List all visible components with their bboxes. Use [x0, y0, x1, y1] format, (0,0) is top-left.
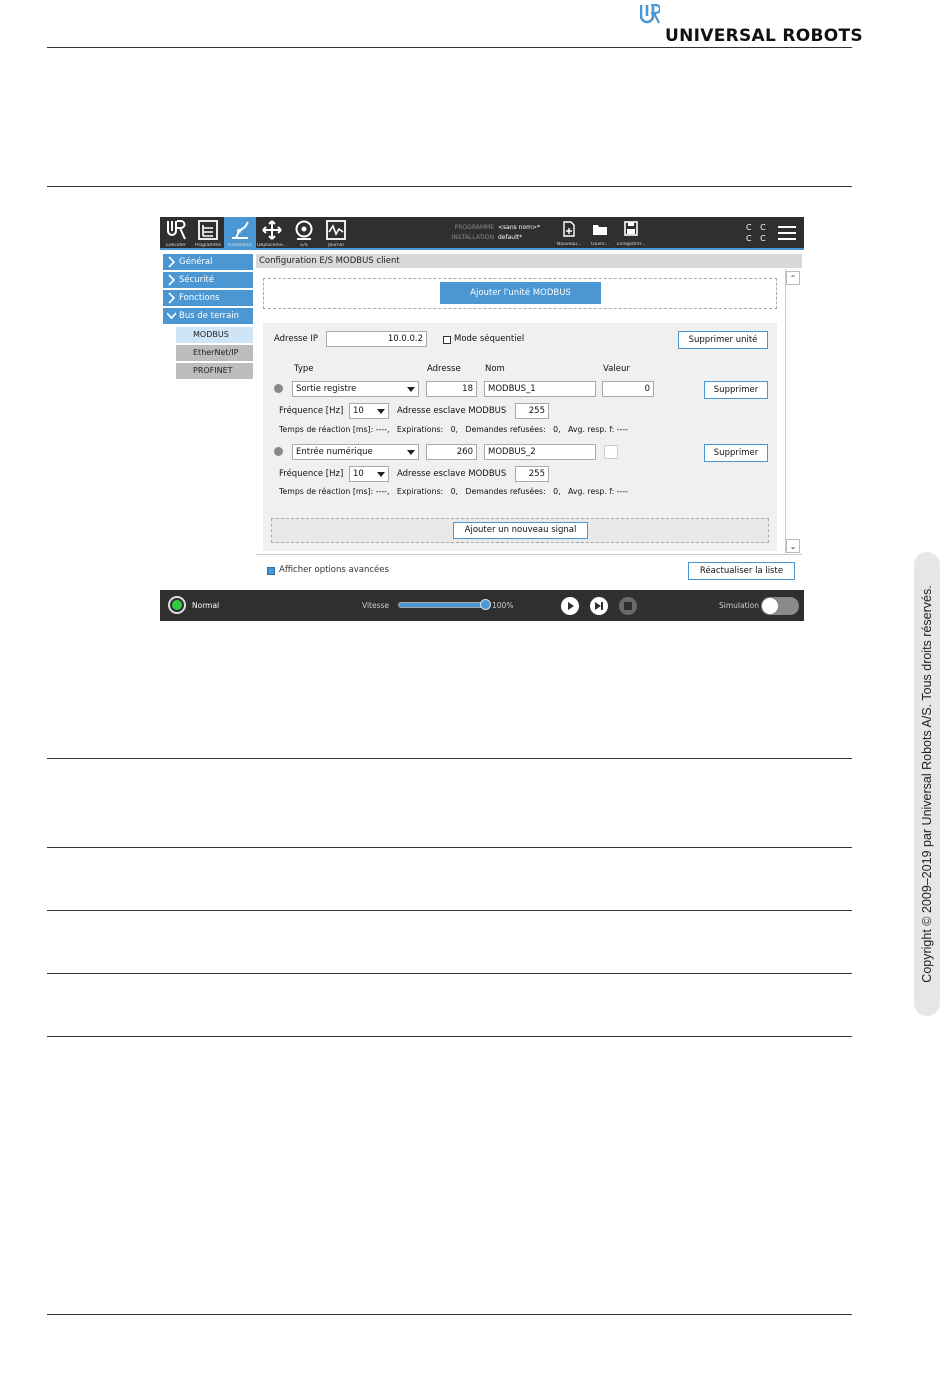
cc-row: C C	[746, 234, 769, 243]
signal-name-field[interactable]: MODBUS_1	[484, 381, 596, 397]
io-icon	[293, 220, 315, 240]
step-button[interactable]	[590, 597, 608, 615]
frequency-select[interactable]	[349, 403, 389, 419]
sequential-mode-label: Mode séquentiel	[454, 334, 525, 344]
installation-value: default*	[498, 234, 523, 241]
frequency-label: Fréquence [Hz]	[279, 469, 344, 479]
divider	[47, 910, 852, 911]
divider	[47, 47, 852, 48]
chevron-down-icon	[167, 308, 176, 324]
new-file-icon	[562, 221, 576, 237]
signal-address-field[interactable]: 18	[426, 381, 477, 397]
scroll-down-icon[interactable]: ⌄	[786, 539, 800, 553]
scroll-up-icon[interactable]: ⌃	[786, 271, 800, 285]
nav-io[interactable]	[288, 217, 320, 250]
run-icon	[165, 220, 187, 240]
chevron-right-icon	[167, 272, 176, 288]
nav-label: Journal	[328, 243, 344, 248]
active-underline	[160, 248, 804, 250]
dropdown-arrow-icon	[377, 472, 385, 477]
hamburger-menu-icon[interactable]	[778, 225, 796, 241]
sidebar-subitem-label: EtherNet/IP	[193, 348, 239, 357]
sidebar-subitem-ethernetip[interactable]	[176, 345, 253, 361]
scrollbar[interactable]	[785, 269, 800, 553]
signal-stats: Temps de réaction [ms]: ----, Expirations: 0, Demandes refusées: 0, Avg. resp. f: ----	[279, 425, 629, 434]
dropdown-arrow-icon	[407, 450, 415, 455]
slave-address-field[interactable]: 255	[515, 403, 549, 419]
frequency-value: 10	[353, 469, 364, 479]
nav-move[interactable]	[256, 217, 288, 250]
frequency-value: 10	[353, 406, 364, 416]
cc-row: C C	[746, 223, 769, 232]
copyright-text: Copyright © 2009–2019 par Universal Robots A/S. Tous droits réservés.	[920, 585, 934, 983]
play-button[interactable]	[561, 597, 579, 615]
nav-run[interactable]	[160, 217, 192, 250]
dropdown-arrow-icon	[407, 387, 415, 392]
speed-value: 100%	[492, 601, 514, 610]
ip-label: Adresse IP	[274, 334, 319, 344]
copyright-sidebar	[914, 552, 940, 1016]
slave-address-label: Adresse esclave MODBUS	[397, 406, 507, 416]
save-button[interactable]	[616, 221, 646, 248]
sidebar	[163, 254, 254, 588]
nav-label: Installation	[227, 243, 253, 248]
signal-status-indicator	[274, 384, 283, 393]
dropdown-arrow-icon	[377, 409, 385, 414]
open-folder-icon	[593, 221, 607, 237]
sidebar-item-label: Fonctions	[179, 293, 220, 303]
nav-label: Exécuter	[166, 243, 186, 248]
installation-icon	[229, 220, 251, 240]
sidebar-subitem-label: PROFINET	[193, 366, 233, 375]
sidebar-item-general[interactable]	[163, 254, 253, 271]
universal-robots-logo	[640, 4, 863, 46]
chevron-right-icon	[167, 254, 176, 270]
divider	[47, 758, 852, 759]
polyscope-screenshot	[160, 217, 804, 621]
log-icon	[325, 220, 347, 240]
signal-type-select[interactable]	[292, 381, 419, 397]
nav-label: Programme	[194, 243, 222, 248]
page-title: Configuration E/S MODBUS client	[256, 254, 802, 268]
ur-logo-icon	[640, 4, 660, 24]
divider	[47, 1036, 852, 1037]
simulation-toggle[interactable]	[761, 597, 799, 615]
program-label: PROGRAMME	[454, 224, 494, 231]
signal-address-field[interactable]: 260	[426, 444, 477, 460]
delete-signal-button[interactable]: Supprimer	[704, 381, 768, 399]
open-label: Ouvrir...	[591, 242, 609, 247]
signal-value-field[interactable]: 0	[602, 381, 654, 397]
signal-status-indicator	[274, 447, 283, 456]
top-bar	[160, 217, 804, 250]
divider	[47, 1314, 852, 1315]
speed-slider-handle[interactable]	[480, 599, 491, 610]
advanced-options-checkbox[interactable]	[267, 567, 275, 575]
column-header-value: Valeur	[603, 364, 630, 374]
step-icon	[590, 597, 608, 615]
slave-address-label: Adresse esclave MODBUS	[397, 469, 507, 479]
signal-type-select[interactable]	[292, 444, 419, 460]
delete-signal-button[interactable]: Supprimer	[704, 444, 768, 462]
nav-label: E/S	[300, 243, 308, 248]
program-value: <sans nom>*	[498, 224, 541, 231]
robot-status-label: Normal	[192, 601, 220, 610]
stop-icon	[619, 597, 637, 615]
robot-status-icon[interactable]	[168, 596, 186, 614]
slave-address-field[interactable]: 255	[515, 466, 549, 482]
divider	[47, 973, 852, 974]
sidebar-item-label: Sécurité	[179, 275, 215, 285]
signal-name-field[interactable]: MODBUS_2	[484, 444, 596, 460]
column-header-name: Nom	[485, 364, 505, 374]
advanced-options-label: Afficher options avancées	[279, 565, 389, 575]
nav-installation[interactable]	[224, 217, 256, 250]
save-label: Enregistrer...	[616, 242, 646, 247]
chevron-right-icon	[167, 290, 176, 306]
signal-type-value: Entrée numérique	[296, 447, 373, 457]
sidebar-item-fieldbus[interactable]	[163, 308, 253, 325]
add-modbus-unit-button[interactable]: Ajouter l'unité MODBUS	[440, 282, 601, 304]
signal-value-indicator	[604, 445, 618, 459]
frequency-select[interactable]	[349, 466, 389, 482]
open-button[interactable]	[585, 221, 615, 248]
signal-type-value: Sortie registre	[296, 384, 357, 394]
program-info	[430, 223, 540, 243]
sidebar-item-security[interactable]	[163, 272, 253, 289]
installation-label: INSTALLATION	[451, 234, 494, 241]
frequency-label: Fréquence [Hz]	[279, 406, 344, 416]
sidebar-subitem-profinet[interactable]	[176, 363, 253, 379]
divider	[47, 847, 852, 848]
modbus-unit-panel	[263, 323, 777, 551]
nav-program[interactable]	[192, 217, 224, 250]
refresh-list-button[interactable]: Réactualiser la liste	[688, 562, 795, 580]
content-panel	[256, 254, 802, 588]
move-icon	[261, 220, 283, 240]
add-signal-button[interactable]: Ajouter un nouveau signal	[453, 522, 588, 539]
speed-slider[interactable]	[398, 602, 486, 608]
new-label: Nouveau...	[556, 242, 582, 247]
signal-stats: Temps de réaction [ms]: ----, Expirations: 0, Demandes refusées: 0, Avg. resp. f: ----	[279, 487, 629, 496]
column-header-type: Type	[294, 364, 314, 374]
sidebar-subitem-modbus[interactable]	[176, 327, 253, 343]
simulation-label: Simulation	[719, 601, 759, 610]
save-icon	[624, 221, 638, 237]
sequential-mode-checkbox[interactable]	[443, 336, 451, 344]
nav-label: Déplaceme...	[257, 243, 287, 248]
divider	[47, 186, 852, 187]
play-icon	[561, 597, 579, 615]
cc-indicators[interactable]	[746, 222, 769, 244]
delete-unit-button[interactable]: Supprimer unité	[678, 331, 768, 349]
column-header-address: Adresse	[427, 364, 461, 374]
sidebar-subitem-label: MODBUS	[193, 330, 229, 339]
sidebar-item-label: Général	[179, 257, 213, 267]
program-icon	[197, 220, 219, 240]
brand-name: UNIVERSAL ROBOTS	[665, 26, 863, 46]
bottom-bar	[160, 590, 804, 621]
new-button[interactable]	[554, 221, 584, 248]
sidebar-item-functions[interactable]	[163, 290, 253, 307]
ip-address-field[interactable]: 10.0.0.2	[326, 331, 427, 347]
speed-label: Vitesse	[362, 601, 390, 610]
divider	[256, 554, 802, 555]
stop-button[interactable]	[619, 597, 637, 615]
sidebar-item-label: Bus de terrain	[179, 311, 240, 321]
nav-log[interactable]	[320, 217, 352, 250]
